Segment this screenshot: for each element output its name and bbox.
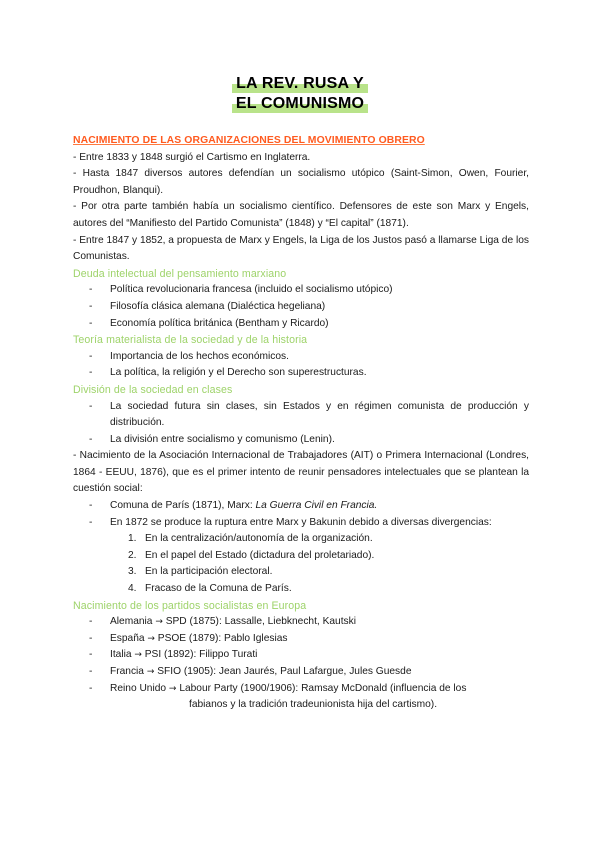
arrow-icon: → (155, 617, 163, 628)
title-line-1: LA REV. RUSA Y (236, 74, 364, 94)
list-teoria (73, 349, 529, 382)
list-deuda (73, 282, 529, 332)
arrow-icon: → (147, 633, 155, 644)
numbered-list-divergencias (73, 531, 529, 597)
book-title: La Guerra Civil en Francia. (255, 500, 378, 512)
numbered-item: 4. Fracaso de la Comuna de París. (128, 583, 292, 595)
paragraph: - Entre 1833 y 1848 surgió el Cartismo en Inglaterra. (73, 151, 311, 163)
list-item: - Filosofía clásica alemana (Dialéctica hegeliana) (73, 299, 529, 316)
paragraph: - Por otra parte también había un socialismo científico. Defensores de este son Marx y Engels, autores del “Manifiesto del Partido Comunista” (1848) y “El capital” (1871). (73, 201, 529, 229)
arrow-icon: → (134, 650, 142, 661)
paragraph-ait: - Nacimiento de la Asociación Internacional de Trabajadores (AIT) o Primera Internacional (Londres, 1864 - EEUU, 1876), que es el primer intento de reunir pensadores intelectuales que se plantean la cuestión social: (73, 450, 529, 495)
title-line-2: EL COMUNISMO (236, 94, 364, 114)
subheading-division-clases: División de la sociedad en clases (73, 383, 233, 396)
list-item: - La sociedad futura sin clases, sin Estados y en régimen comunista de producción y distribución. (73, 399, 529, 432)
paragraph: - Entre 1847 y 1852, a propuesta de Marx y Engels, la Liga de los Justos pasó a llamarse Liga de los Comunistas. (73, 234, 529, 263)
list-item: - Importancia de los hechos económicos. (73, 349, 529, 366)
subheading-partidos-socialistas: Nacimiento de los partidos socialistas en Europa (73, 599, 307, 612)
arrow-icon: → (168, 683, 177, 694)
numbered-item: 3. En la participación electoral. (128, 566, 273, 578)
list-partidos (73, 614, 529, 714)
numbered-item: 2. En el papel del Estado (dictadura del proletariado). (128, 549, 375, 561)
subheading-deuda-intelectual: Deuda intelectual del pensamiento marxiano (73, 267, 287, 280)
list-ait (73, 498, 529, 531)
document-title (0, 74, 600, 114)
list-item: - Italia → PSI (1892): Filippo Turati (73, 647, 529, 664)
list-item: - Francia → SFIO (1905): Jean Jaurés, Paul Lafargue, Jules Guesde (73, 664, 529, 681)
list-item: - Economía política británica (Bentham y Ricardo) (73, 316, 529, 333)
list-item: - Alemania → SPD (1875): Lassalle, Liebknecht, Kautski (73, 614, 529, 631)
list-division (73, 399, 529, 449)
numbered-item: 1. En la centralización/autonomía de la organización. (128, 533, 373, 545)
section-heading-movimiento-obrero: NACIMIENTO DE LAS ORGANIZACIONES DEL MOVIMIENTO OBRERO (73, 135, 425, 146)
subheading-teoria-materialista: Teoría materialista de la sociedad y de la historia (73, 334, 308, 347)
list-item: - Reino Unido → Labour Party (1900/1906): Ramsay McDonald (influencia de los fabianos y la tradición tradeunionista hija del cartismo). (73, 681, 529, 714)
arrow-icon: → (146, 667, 155, 677)
list-item: - La división entre socialismo y comunismo (Lenin). (73, 432, 529, 449)
list-item: - Comuna de París (1871), Marx: La Guerra Civil en Francia. (73, 498, 529, 515)
list-item: - España → PSOE (1879): Pablo Iglesias (73, 631, 529, 648)
list-item: - En 1872 se produce la ruptura entre Marx y Bakunin debido a diversas divergencias: (73, 515, 529, 532)
list-item: - La política, la religión y el Derecho son superestructuras. (73, 365, 529, 382)
paragraph: - Hasta 1847 diversos autores defendían un socialismo utópico (Saint-Simon, Owen, Fourier, Proudhon, Blanqui). (73, 168, 529, 196)
document-body (73, 133, 529, 714)
continuation-text: fabianos y la tradición tradeunionista hija del cartismo). (189, 699, 438, 711)
list-item: - Política revolucionaria francesa (incluido el socialismo utópico) (73, 282, 529, 299)
